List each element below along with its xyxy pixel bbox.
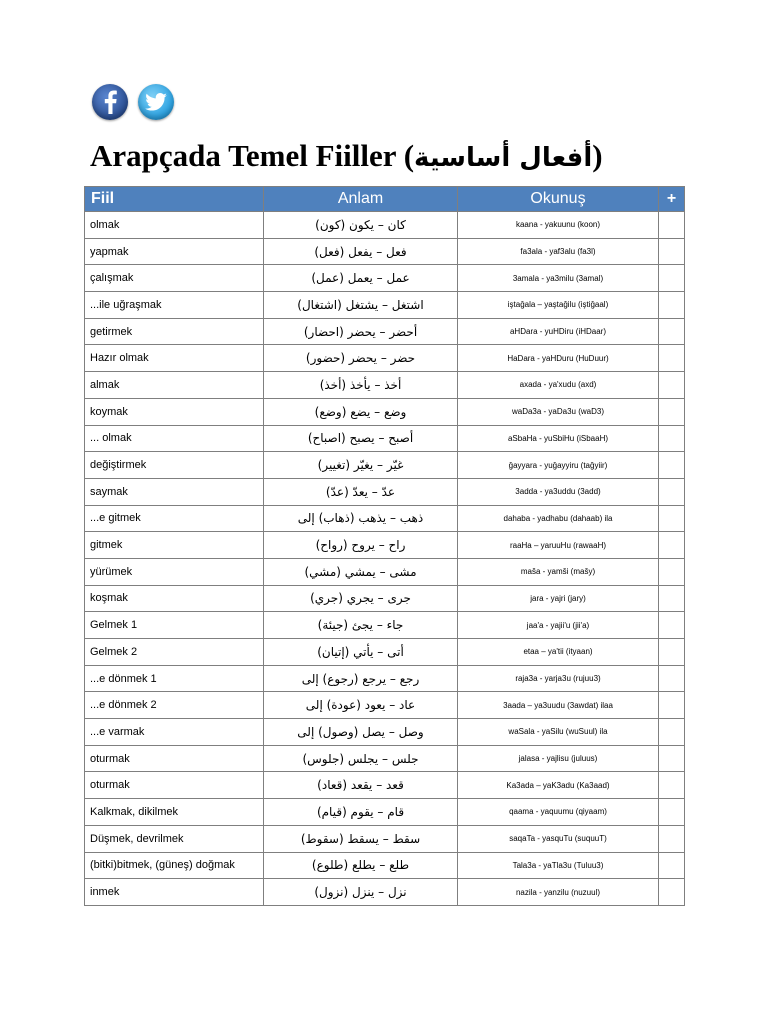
okunus-cell: waSala - yaSilu (wuSuul) ila: [458, 719, 659, 746]
header-plus: +: [659, 187, 685, 212]
anlam-cell: أحضر – يحضر (احضار): [264, 318, 458, 345]
plus-cell: [659, 212, 685, 239]
plus-cell: [659, 585, 685, 612]
fiil-cell: Kalkmak, dikilmek: [85, 799, 264, 826]
anlam-cell: حضر – يحضر (حضور): [264, 345, 458, 372]
plus-cell: [659, 452, 685, 479]
plus-cell: [659, 318, 685, 345]
twitter-glyph: [145, 93, 167, 111]
plus-cell: [659, 692, 685, 719]
fiil-cell: ...e dönmek 1: [85, 665, 264, 692]
table-row: [85, 265, 685, 292]
fiil-cell: Gelmek 2: [85, 639, 264, 666]
plus-cell: [659, 665, 685, 692]
okunus-cell: maša - yamši (mašy): [458, 558, 659, 585]
okunus-cell: qaama - yaquumu (qiyaam): [458, 799, 659, 826]
page-title: [90, 136, 603, 178]
fiil-cell: ...e dönmek 2: [85, 692, 264, 719]
fiil-cell: yapmak: [85, 238, 264, 265]
anlam-cell: جلس – يجلس (جلوس): [264, 745, 458, 772]
okunus-cell: aHDara - yuHDiru (iHDaar): [458, 318, 659, 345]
anlam-cell: اشتغل – يشتغل (اشتغال): [264, 292, 458, 319]
fiil-cell: oturmak: [85, 745, 264, 772]
table-row: [85, 505, 685, 532]
page-title-arabic: أفعال أساسية: [414, 143, 593, 173]
okunus-cell: 3adda - ya3uddu (3add): [458, 478, 659, 505]
anlam-cell: عاد – يعود (عودة) إلى: [264, 692, 458, 719]
anlam-cell: رجع – يرجع (رجوع) إلى: [264, 665, 458, 692]
plus-cell: [659, 345, 685, 372]
table-row: [85, 558, 685, 585]
plus-cell: [659, 719, 685, 746]
table-row: [85, 879, 685, 906]
okunus-cell: waDa3a - yaDa3u (waD3): [458, 398, 659, 425]
social-share-bar: [92, 84, 174, 120]
table-row: [85, 825, 685, 852]
okunus-cell: Tala3a - yaTla3u (Tuluu3): [458, 852, 659, 879]
plus-cell: [659, 478, 685, 505]
anlam-cell: عدّ – يعدّ (عدّ): [264, 478, 458, 505]
anlam-cell: قعد – يقعد (قعاد): [264, 772, 458, 799]
okunus-cell: etaa – ya'tii (ityaan): [458, 639, 659, 666]
okunus-cell: 3amala - ya3milu (3amal): [458, 265, 659, 292]
plus-cell: [659, 532, 685, 559]
okunus-cell: kaana - yakuunu (koon): [458, 212, 659, 239]
okunus-cell: dahaba - yadhabu (dahaab) ila: [458, 505, 659, 532]
anlam-cell: أتى – يأتي (إتيان): [264, 639, 458, 666]
fiil-cell: gitmek: [85, 532, 264, 559]
table-row: [85, 398, 685, 425]
okunus-cell: axada - ya'xudu (axd): [458, 372, 659, 399]
plus-cell: [659, 265, 685, 292]
anlam-cell: كان – يكون (كون): [264, 212, 458, 239]
okunus-cell: nazila - yanzilu (nuzuul): [458, 879, 659, 906]
okunus-cell: iştağala – yaştağilu (iştiğaal): [458, 292, 659, 319]
plus-cell: [659, 852, 685, 879]
header-anlam: Anlam: [264, 187, 458, 212]
fiil-cell: getirmek: [85, 318, 264, 345]
fiil-cell: inmek: [85, 879, 264, 906]
header-fiil: Fiil: [85, 187, 264, 212]
plus-cell: [659, 238, 685, 265]
fiil-cell: saymak: [85, 478, 264, 505]
fiil-cell: almak: [85, 372, 264, 399]
fiil-cell: oturmak: [85, 772, 264, 799]
page-title-text: Arapçada Temel Fiiller (: [90, 138, 415, 173]
anlam-cell: سقط – يسقط (سقوط): [264, 825, 458, 852]
plus-cell: [659, 558, 685, 585]
plus-cell: [659, 879, 685, 906]
table-row: [85, 452, 685, 479]
table-row: [85, 238, 685, 265]
page-title-close: ): [592, 138, 603, 173]
facebook-icon[interactable]: [92, 84, 128, 120]
anlam-cell: راح – يروح (رواح): [264, 532, 458, 559]
plus-cell: [659, 292, 685, 319]
plus-cell: [659, 745, 685, 772]
fiil-cell: değiştirmek: [85, 452, 264, 479]
fiil-cell: (bitki)bitmek, (güneş) doğmak: [85, 852, 264, 879]
okunus-cell: jara - yajri (jary): [458, 585, 659, 612]
okunus-cell: saqaTa - yasquTu (suquuT): [458, 825, 659, 852]
table-row: [85, 345, 685, 372]
fiil-cell: ... olmak: [85, 425, 264, 452]
plus-cell: [659, 425, 685, 452]
anlam-cell: وصل – يصل (وصول) إلى: [264, 719, 458, 746]
fiil-cell: çalışmak: [85, 265, 264, 292]
anlam-cell: ذهب – يذهب (ذهاب) إلى: [264, 505, 458, 532]
table-row: [85, 772, 685, 799]
table-header-row: [85, 187, 685, 212]
plus-cell: [659, 825, 685, 852]
twitter-icon[interactable]: [138, 84, 174, 120]
table-row: [85, 719, 685, 746]
table-row: [85, 532, 685, 559]
okunus-cell: jaa'a - yajii'u (jii'a): [458, 612, 659, 639]
plus-cell: [659, 612, 685, 639]
anlam-cell: نزل – ينزل (نزول): [264, 879, 458, 906]
okunus-cell: HaDara - yaHDuru (HuDuur): [458, 345, 659, 372]
anlam-cell: وضع – يضع (وضع): [264, 398, 458, 425]
table-row: [85, 292, 685, 319]
fiil-cell: koymak: [85, 398, 264, 425]
anlam-cell: جرى – يجري (جري): [264, 585, 458, 612]
fiil-cell: Düşmek, devrilmek: [85, 825, 264, 852]
okunus-cell: ğayyara - yuğayyiru (tağyiir): [458, 452, 659, 479]
fiil-cell: yürümek: [85, 558, 264, 585]
table-row: [85, 639, 685, 666]
anlam-cell: مشى – يمشي (مشي): [264, 558, 458, 585]
fiil-cell: ...e gitmek: [85, 505, 264, 532]
okunus-cell: 3aada – ya3uudu (3awdat) ilaa: [458, 692, 659, 719]
verbs-table: [84, 186, 685, 906]
table-row: [85, 318, 685, 345]
table-row: [85, 745, 685, 772]
anlam-cell: جاء – يجئ (جيئة): [264, 612, 458, 639]
table-row: [85, 612, 685, 639]
facebook-glyph: [100, 90, 120, 114]
anlam-cell: أخذ – يأخذ (أخذ): [264, 372, 458, 399]
fiil-cell: olmak: [85, 212, 264, 239]
anlam-cell: طلع – يطلع (طلوع): [264, 852, 458, 879]
table-row: [85, 478, 685, 505]
plus-cell: [659, 772, 685, 799]
fiil-cell: Hazır olmak: [85, 345, 264, 372]
okunus-cell: fa3ala - yaf3alu (fa3l): [458, 238, 659, 265]
anlam-cell: قام – يقوم (قيام): [264, 799, 458, 826]
plus-cell: [659, 639, 685, 666]
fiil-cell: ...e varmak: [85, 719, 264, 746]
fiil-cell: ...ile uğraşmak: [85, 292, 264, 319]
fiil-cell: Gelmek 1: [85, 612, 264, 639]
anlam-cell: فعل – يفعل (فعل): [264, 238, 458, 265]
header-okunus: Okunuş: [458, 187, 659, 212]
plus-cell: [659, 505, 685, 532]
table-row: [85, 212, 685, 239]
fiil-cell: koşmak: [85, 585, 264, 612]
table-body: [85, 212, 685, 906]
okunus-cell: raja3a - yarja3u (rujuu3): [458, 665, 659, 692]
anlam-cell: عمل – يعمل (عمل): [264, 265, 458, 292]
okunus-cell: Ka3ada – yaK3adu (Ka3aad): [458, 772, 659, 799]
table-row: [85, 692, 685, 719]
table-row: [85, 799, 685, 826]
plus-cell: [659, 799, 685, 826]
table-row: [85, 372, 685, 399]
plus-cell: [659, 398, 685, 425]
okunus-cell: aSbaHa - yuSbiHu (iSbaaH): [458, 425, 659, 452]
okunus-cell: jalasa - yajlisu (juluus): [458, 745, 659, 772]
okunus-cell: raaHa – yaruuHu (rawaaH): [458, 532, 659, 559]
anlam-cell: غيّر – يغيّر (تغيير): [264, 452, 458, 479]
plus-cell: [659, 372, 685, 399]
table-row: [85, 585, 685, 612]
table-row: [85, 665, 685, 692]
table-row: [85, 425, 685, 452]
table-row: [85, 852, 685, 879]
anlam-cell: أصبح – يصبح (اصباح): [264, 425, 458, 452]
